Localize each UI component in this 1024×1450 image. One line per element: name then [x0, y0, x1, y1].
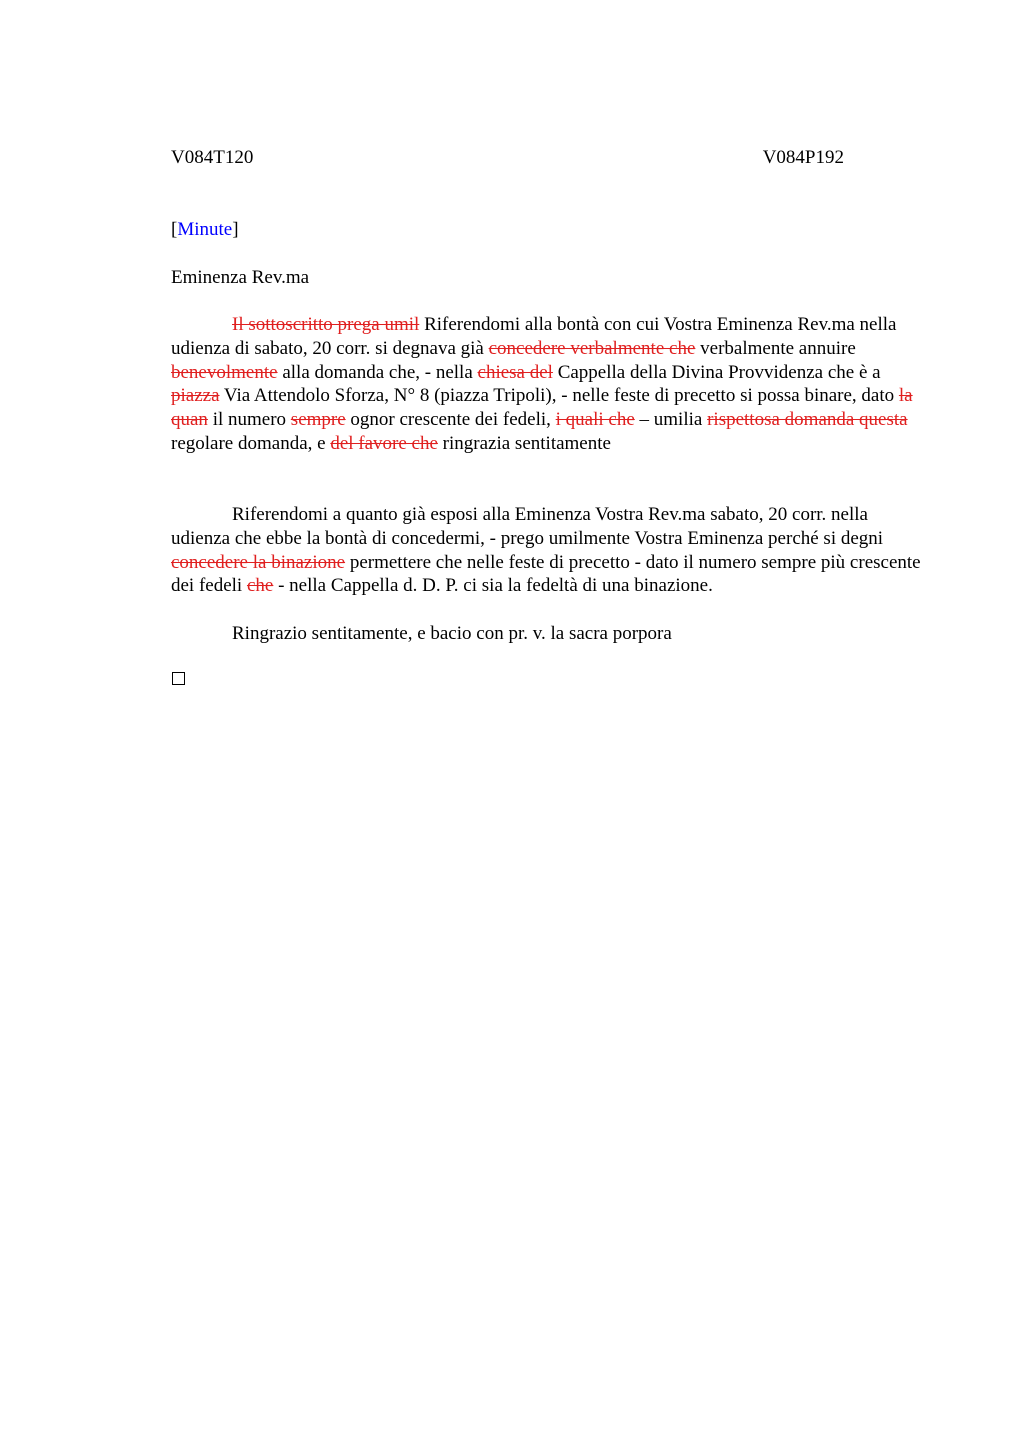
- deleted-text: concedere verbalmente che: [488, 337, 696, 359]
- deleted-text: Il sottoscritto prega umil: [232, 314, 420, 335]
- deleted-text: del favore che: [330, 432, 438, 454]
- body-text: alla domanda che, - nella: [277, 361, 478, 383]
- document-header: [171, 146, 844, 170]
- body-text: Cappella della Divina Provvidenza che è a: [552, 361, 881, 383]
- body-text: ognor crescente dei fedeli,: [345, 409, 556, 431]
- body-text: - nella Cappella d. D. P. ci sia la fedeltà di una binazione.: [273, 575, 713, 597]
- deleted-text: piazza: [171, 385, 220, 407]
- label-open-bracket: [: [171, 219, 178, 240]
- paragraph-3: Ringrazio sentitamente, e bacio con pr. v. la sacra porpora: [232, 623, 672, 644]
- paragraph-2: [171, 503, 925, 598]
- body-text: regolare domanda, e: [171, 432, 331, 454]
- body-text: Via Attendolo Sforza, N° 8 (piazza Tripoli), - nelle feste di precetto si possa binare, dato: [219, 385, 899, 407]
- label-minute: Minute: [177, 219, 233, 240]
- deleted-text: benevolmente: [171, 361, 278, 383]
- document-code-right: V084P192: [762, 147, 844, 168]
- body-text: verbalmente annuire: [695, 337, 856, 359]
- salutation: Eminenza Rev.ma: [171, 267, 310, 288]
- body-text: ringrazia sentitamente: [437, 432, 611, 454]
- deleted-text: sempre: [290, 409, 346, 431]
- deleted-text: la quan: [171, 385, 913, 431]
- body-text: permettere che nelle feste di precetto - dato il numero sempre più crescente dei fedeli: [171, 551, 921, 597]
- label-close-bracket: ]: [232, 219, 239, 240]
- deleted-text: chiesa del: [477, 361, 553, 383]
- body-text: Riferendomi a quanto già esposi alla Eminenza Vostra Rev.ma sabato, 20 corr. nella udienza che ebbe la bontà di concedermi, - prego umilmente Vostra Eminenza perché si degni: [171, 504, 884, 549]
- document-code-left: V084T120: [171, 147, 254, 168]
- deleted-text: i quali che: [555, 409, 635, 431]
- paragraph-1: [171, 313, 925, 456]
- body-text: – umilia: [634, 409, 708, 431]
- deleted-text: rispettosa domanda questa: [707, 409, 908, 431]
- body-text: il numero: [207, 409, 291, 431]
- square-box-icon: [172, 672, 185, 685]
- section-label: [171, 218, 239, 242]
- deleted-text: concedere la binazione: [171, 551, 346, 573]
- body-text: Riferendomi alla bontà con cui Vostra Eminenza Rev.ma nella udienza di sabato, 20 corr. si degnava già: [171, 314, 897, 359]
- deleted-text: che: [246, 575, 274, 597]
